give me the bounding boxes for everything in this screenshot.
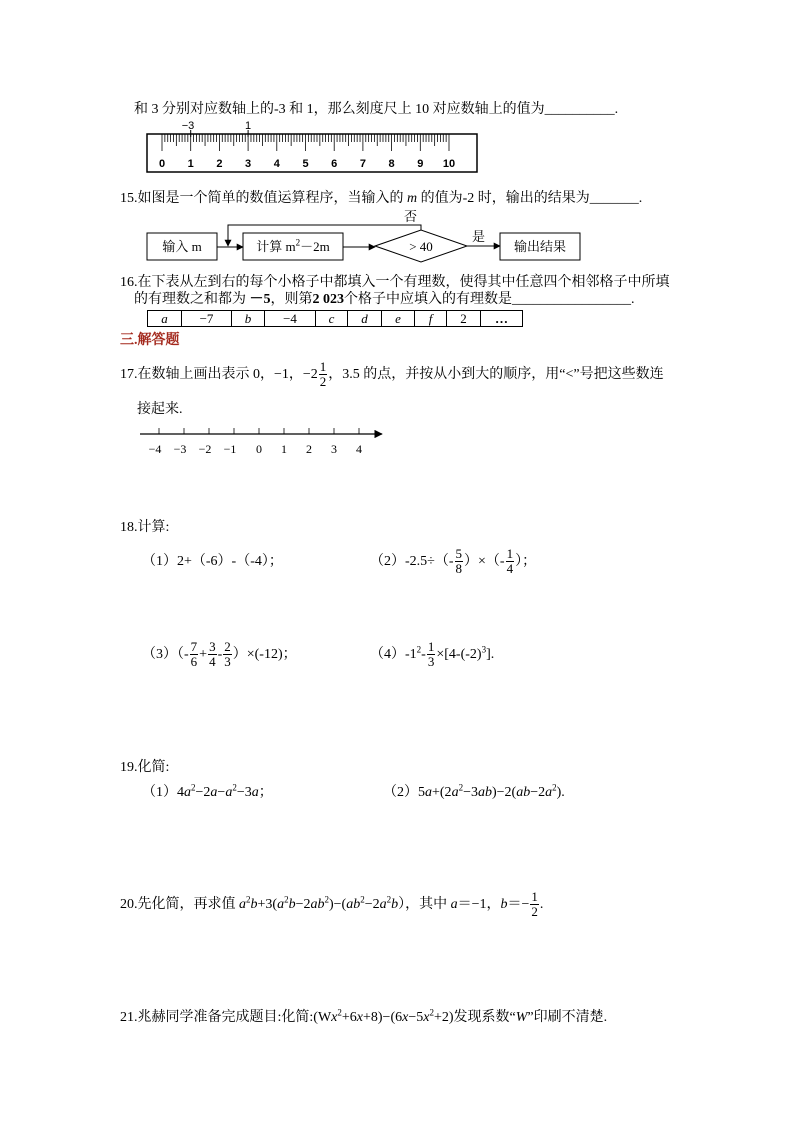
italic-variable: x	[402, 1010, 409, 1025]
number-line-label: 2	[306, 442, 312, 456]
text-run: 17.在数轴上画出表示 0，−1，−2	[120, 367, 318, 382]
text-run: ）×（-	[464, 554, 505, 569]
fraction	[208, 640, 217, 669]
text-run: （2）5	[383, 785, 425, 800]
italic-variable: b	[288, 897, 296, 912]
number-line-ticks	[149, 428, 362, 456]
text-run: ”印刷不清楚.	[527, 1010, 608, 1025]
text-run: （2）-2.5÷（-	[370, 554, 454, 569]
number-line-label: −1	[223, 442, 237, 456]
flow-no-label: 否	[404, 209, 418, 224]
number-line	[140, 428, 382, 456]
number-line-label: −3	[173, 442, 187, 456]
text-run: 的有理数之和都为	[134, 292, 250, 307]
question-19-title: 19.化简:	[120, 760, 170, 775]
number-line-label: 0	[256, 442, 262, 456]
text-run: +	[199, 647, 208, 662]
italic-variable: b	[244, 311, 252, 326]
flow-yes-label: 是	[472, 229, 486, 244]
italic-variable: a	[379, 897, 387, 912]
text-run: −2	[530, 785, 546, 800]
flow-input-label	[147, 233, 217, 260]
fraction-numerator: 1	[319, 359, 327, 375]
text-run: −2	[295, 897, 311, 912]
italic-variable: a	[184, 785, 191, 800]
text-run: ，3.5 的点，并按从小到大的顺序，用“<”号把这些数连	[328, 367, 664, 382]
italic-variable: x	[423, 1010, 430, 1025]
text-run: ），其中	[398, 897, 451, 912]
italic-variable: a	[210, 785, 218, 800]
italic-variable: b	[391, 897, 399, 912]
fraction-denominator: 4	[506, 561, 514, 577]
ruler-ticks	[159, 134, 455, 170]
text-run: -	[421, 647, 426, 662]
text-run: （1）2+（-6）-（-4）；	[142, 554, 283, 569]
text-run: 20.先化简，再求值	[120, 897, 239, 912]
flow-compute-label	[243, 233, 343, 260]
text-run: −3	[463, 785, 478, 800]
text-run: −2	[364, 897, 380, 912]
bold-text: …	[495, 311, 508, 326]
fraction-numerator: 3	[209, 639, 216, 655]
italic-variable: W	[515, 1010, 528, 1025]
text-run: 的值为-2 时，输出的结果为_______.	[417, 191, 643, 206]
number-line-label: 4	[356, 442, 362, 456]
ruler-number: 8	[388, 158, 395, 170]
table-cell	[447, 311, 481, 327]
italic-variable: ab	[477, 785, 492, 800]
superscript: 2	[324, 894, 329, 905]
text-run: ）；	[515, 554, 537, 569]
text-run: ×[4-(-2)	[436, 647, 482, 662]
ruler-number: 3	[245, 158, 252, 170]
text-run: （4）-1	[370, 647, 417, 662]
text-run: 16.在下表从左到右的每个小格子中都填入一个有理数，使得其中任意四个相邻格子中所填	[120, 275, 670, 290]
italic-variable: b	[500, 897, 508, 912]
text-run: +3(	[257, 897, 278, 912]
question-19-part-1	[142, 775, 273, 811]
table-cell	[316, 311, 348, 327]
superscript: 2	[232, 782, 237, 793]
table-cell	[265, 311, 316, 327]
superscript: 2	[191, 782, 196, 793]
ruler-number: 2	[216, 158, 223, 170]
fraction-denominator: 3	[427, 654, 435, 670]
table-cell	[232, 311, 265, 327]
question-18-part-3	[142, 637, 297, 673]
ruler-axis-label: −3	[181, 120, 195, 132]
superscript: 2	[416, 644, 422, 655]
flow-condition-label: > 40	[409, 239, 433, 254]
text-run: 输入 m	[162, 239, 202, 254]
text-run: ；	[258, 785, 273, 800]
fraction-numerator: 7	[190, 639, 198, 655]
text-run: ＝−1，	[457, 897, 501, 912]
italic-variable: a	[451, 785, 459, 800]
question-14-tail	[134, 92, 618, 128]
table-row	[148, 311, 523, 327]
fraction	[427, 640, 436, 669]
fraction-denominator: 2	[319, 374, 327, 390]
text-run: -	[217, 647, 223, 662]
italic-variable: x	[331, 1010, 338, 1025]
text-run: )−2(	[491, 785, 517, 800]
italic-variable: ab	[346, 897, 361, 912]
superscript: 2	[284, 894, 289, 905]
ruler-number: 1	[187, 158, 194, 170]
question-21-stem	[120, 1000, 607, 1036]
fraction-numerator: 1	[506, 546, 514, 562]
text-run: －2m	[300, 239, 330, 254]
fraction-denominator: 2	[531, 904, 538, 920]
italic-variable: m	[407, 191, 418, 206]
superscript: 2	[429, 1007, 434, 1018]
question-19-part-2	[383, 775, 565, 811]
italic-variable: ab	[516, 785, 531, 800]
section-heading: 三.解答题	[120, 333, 180, 348]
number-line-label: 3	[331, 442, 337, 456]
fraction	[530, 890, 539, 919]
question-17-line-2	[137, 392, 183, 428]
superscript: 2	[386, 894, 392, 905]
question-15-stem	[120, 181, 642, 217]
text-run: 个格子中应填入的有理数是_________________.	[344, 292, 635, 307]
fraction-numerator: 2	[224, 639, 231, 655]
fraction-denominator: 3	[224, 654, 231, 670]
text-run: +8)−(6	[363, 1010, 403, 1025]
text-run: ].	[486, 647, 495, 662]
question-17-line-1	[120, 357, 664, 393]
italic-variable: a	[450, 897, 458, 912]
table-cell	[182, 311, 232, 327]
bold-text: －5	[249, 292, 271, 307]
fraction-numerator: 5	[455, 546, 463, 562]
text-run: −7	[199, 311, 214, 326]
text-run: （1）4	[142, 785, 184, 800]
ruler-axis-label: 1	[245, 120, 252, 132]
italic-variable: a	[239, 897, 246, 912]
text-run: ).	[556, 785, 565, 800]
number-cells-table	[147, 310, 523, 327]
fraction	[319, 360, 328, 389]
table-cell	[481, 311, 523, 327]
italic-variable: d	[361, 311, 368, 326]
text-run: +(2	[432, 785, 452, 800]
italic-variable: a	[251, 785, 259, 800]
table-cell	[348, 311, 382, 327]
text-run: 15.如图是一个简单的数值运算程序，当输入的	[120, 191, 407, 206]
ruler-number: 5	[302, 158, 309, 170]
text-run: −3	[236, 785, 252, 800]
text-run: （3）（-	[142, 647, 189, 662]
italic-variable: f	[428, 311, 433, 326]
italic-variable: c	[328, 311, 335, 326]
table-cell	[415, 311, 447, 327]
ruler-number: 9	[417, 158, 424, 170]
ruler-number: 0	[158, 158, 166, 170]
number-line-label: −2	[198, 442, 212, 456]
superscript: 2	[295, 237, 301, 248]
text-run: ＝−	[507, 897, 530, 912]
ruler-number: 10	[442, 158, 456, 170]
italic-variable: a	[545, 785, 553, 800]
question-18-part-4	[370, 637, 494, 673]
ruler-number: 4	[273, 158, 280, 170]
text-run: ）×(-12)；	[232, 647, 297, 662]
bold-text: 2 023	[312, 292, 344, 307]
superscript: 2	[360, 894, 365, 905]
text-run: −5	[408, 1010, 424, 1025]
text-run: 21.兆赫同学准备完成题目:化简:(W	[120, 1010, 332, 1025]
text-run: +6	[341, 1010, 357, 1025]
superscript: 3	[481, 644, 487, 655]
ruler-number: 7	[359, 158, 366, 170]
fraction	[190, 640, 199, 669]
italic-variable: b	[250, 897, 258, 912]
italic-variable: a	[277, 897, 285, 912]
text-run: 2	[460, 311, 467, 326]
text-run: )−(	[328, 897, 347, 912]
text-run: −4	[283, 311, 297, 326]
text-run: −2	[195, 785, 211, 800]
text-run: .	[539, 897, 544, 912]
superscript: 2	[337, 1007, 342, 1018]
text-run: +2)发现系数“	[433, 1010, 516, 1025]
fraction-numerator: 1	[531, 889, 538, 905]
italic-variable: a	[425, 785, 432, 800]
flow-output-label: 输出结果	[513, 239, 566, 254]
text-run: 和 3 分别对应数轴上的-3 和 1，那么刻度尺上 10 对应数轴上的值为__________.	[134, 102, 619, 117]
fraction	[455, 547, 464, 576]
number-line-label: 1	[281, 442, 287, 456]
question-18-title: 18.计算:	[120, 520, 170, 535]
question-18-part-2	[370, 544, 536, 580]
italic-variable: ab	[310, 897, 325, 912]
italic-variable: x	[356, 1010, 363, 1025]
question-18-part-1	[142, 544, 283, 580]
fraction-denominator: 4	[209, 654, 216, 670]
fraction-numerator: 1	[427, 639, 435, 655]
italic-variable: a	[161, 311, 168, 326]
text-run: 计算 m	[256, 239, 296, 254]
ruler-number: 6	[331, 158, 338, 170]
fraction-denominator: 8	[455, 561, 463, 577]
fraction	[223, 640, 232, 669]
text-run: ，则第	[270, 292, 313, 307]
superscript: 2	[458, 782, 464, 793]
italic-variable: a	[225, 785, 233, 800]
fraction	[506, 547, 515, 576]
fraction-denominator: 6	[190, 654, 198, 670]
table-cell	[382, 311, 415, 327]
text-run: 接起来.	[137, 402, 183, 417]
italic-variable: e	[395, 311, 401, 326]
question-20-stem	[120, 887, 543, 923]
superscript: 2	[246, 894, 251, 905]
superscript: 2	[552, 782, 557, 793]
number-line-label: −4	[148, 442, 162, 456]
text-run: −	[217, 785, 226, 800]
